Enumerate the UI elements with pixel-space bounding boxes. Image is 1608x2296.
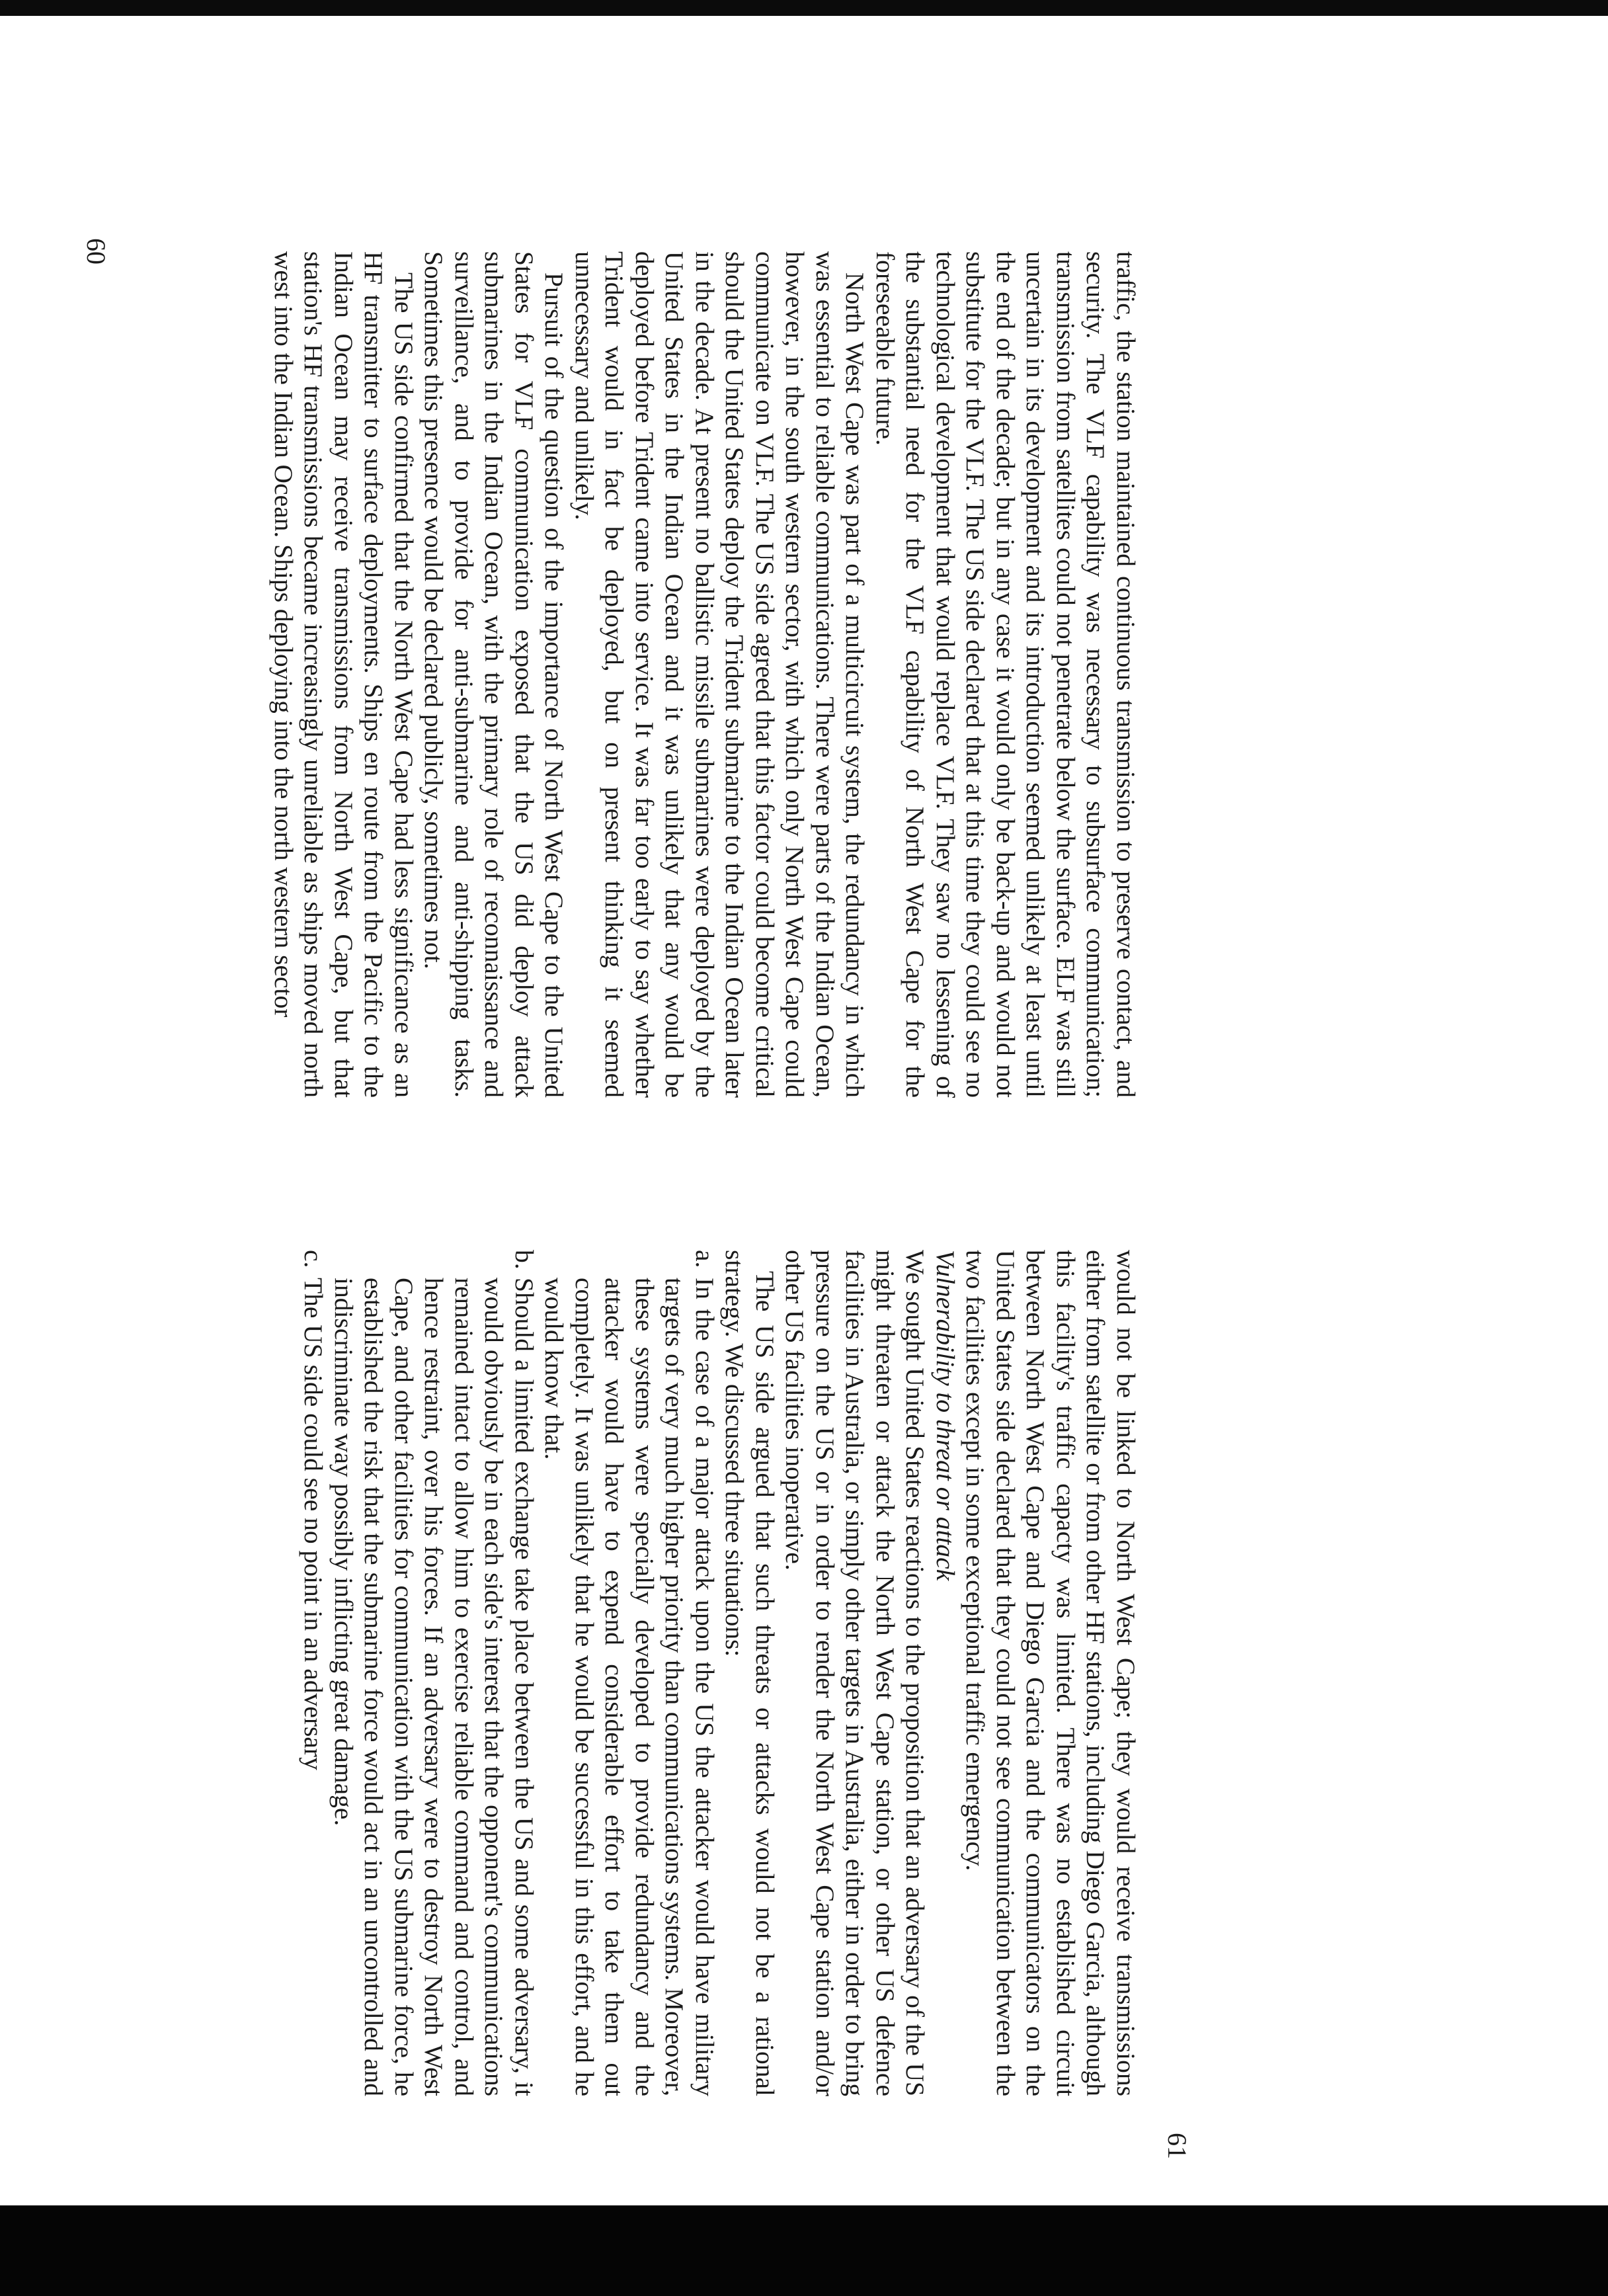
scan-bottom-edge xyxy=(0,2205,1608,2296)
paragraph: traffic, the station maintained continuous transmission to preserve contact, and security. The VLF capability was necessary to subsurface communication; transmission from satellites could not penetrate below the surface. ELF was still uncertain in its development and its introduction seemed unlikely at least until the end of the decade; but in any case it would only be back-up and would not substitute for the VLF. The US side declared that at this time they could see no technological development that would replace VLF. They saw no lessening of the substantial need for the VLF capability of North West Cape for the foreseeable future. xyxy=(871,251,1141,1098)
list-item xyxy=(329,1250,540,2096)
page-60 xyxy=(109,251,1141,1098)
list-text: The US side could see no point in an adversary xyxy=(299,1278,329,1770)
section-heading: Vulnerability to threat or attack xyxy=(931,1250,960,1581)
list-marker: a. xyxy=(690,1250,719,1268)
list-item xyxy=(298,1250,329,2096)
page-61 xyxy=(109,1250,1141,2096)
paragraph: Pursuit of the question of the importance of North West Cape to the United States for VLF communication exposed that the US did deploy attack submarines in the Indian Ocean, with the primary role of reconnaissance and surveillance, and to provide for anti-submarine and anti-shipping tasks. Sometimes this presence would be declared publicly, sometimes not. xyxy=(419,251,569,1098)
paragraph: North West Cape was part of a multicircuit system, the redundancy in which was essential to reliable communications. There were parts of the Indian Ocean, however, in the south western sector, with which only North West Cape could communicate on VLF. The US side agreed that this factor could become critical should the United States deploy the Trident submarine to the Indian Ocean later in the decade. At present no ballistic missile submarines were deployed by the United States in the Indian Ocean and it was unlikely that any would be deployed before Trident came into service. It was far too early to say whether Trident would in fact be deployed, but on present thinking it seemed unnecessary and unlikely. xyxy=(570,251,870,1098)
list-marker: b. xyxy=(510,1250,539,1270)
page-number-60: 60 xyxy=(81,238,111,265)
page-number-61: 61 xyxy=(1162,2133,1192,2159)
page-61-text xyxy=(298,1250,1141,2096)
paragraph: The US side argued that such threats or attacks would not be a rational strategy. We discussed three situations: xyxy=(720,1250,780,2096)
list-item xyxy=(539,1250,719,2096)
paragraph: The US side confirmed that the North West Cape had less significance as an HF transmitter to surface deployments. Ships en route from the Pacific to the Indian Ocean may receive transmissions from North West Cape, but that station's HF transmissions became increasingly unreliable as ships moved north west into the Indian Ocean. Ships deploying into the north western sector xyxy=(269,251,419,1098)
scan-top-edge xyxy=(0,0,1608,16)
page-60-text xyxy=(268,251,1141,1098)
paragraph: We sought United States reactions to the proposition that an adversary of the US might threaten or attack the North West Cape station, or other US defence facilities in Australia, or simply other targets in Australia, either in order to bring pressure on the US or in order to render the North West Cape station and/or other US facilities inoperative. xyxy=(780,1250,930,2096)
paragraph: would not be linked to North West Cape; they would receive transmissions either from satellite or from other HF stations, including Diego Garcia, although this facility's traffic capacty was limited. There was no established circuit between North West Cape and Diego Garcia and the communicators on the United States side declared that they could not see communication between the two facilities except in some exceptional traffic emergency. xyxy=(961,1250,1141,2096)
list-text: In the case of a major attack upon the US the attacker would have military targets of very much higher priority than communications systems. Moreover, these systems were specially developed to provide redundancy and the attacker would have to expend considerable effort to take them out completely. It was unlikely that he would be successful in this effort, and he would know that. xyxy=(540,1278,719,2096)
list-marker: c. xyxy=(299,1250,329,1268)
list-text: Should a limited exchange take place between the US and some adversary, it would obviously be in each side's interest that the opponent's communications remained intact to allow him to exercise reliable command and control, and hence restraint, over his forces. If an adversary were to destroy North West Cape, and other facilities for communication with the US submarine force, he established the risk that the submarine force would act in an uncontrolled and indiscriminate way possibly inflicting great damage. xyxy=(329,1278,539,2096)
